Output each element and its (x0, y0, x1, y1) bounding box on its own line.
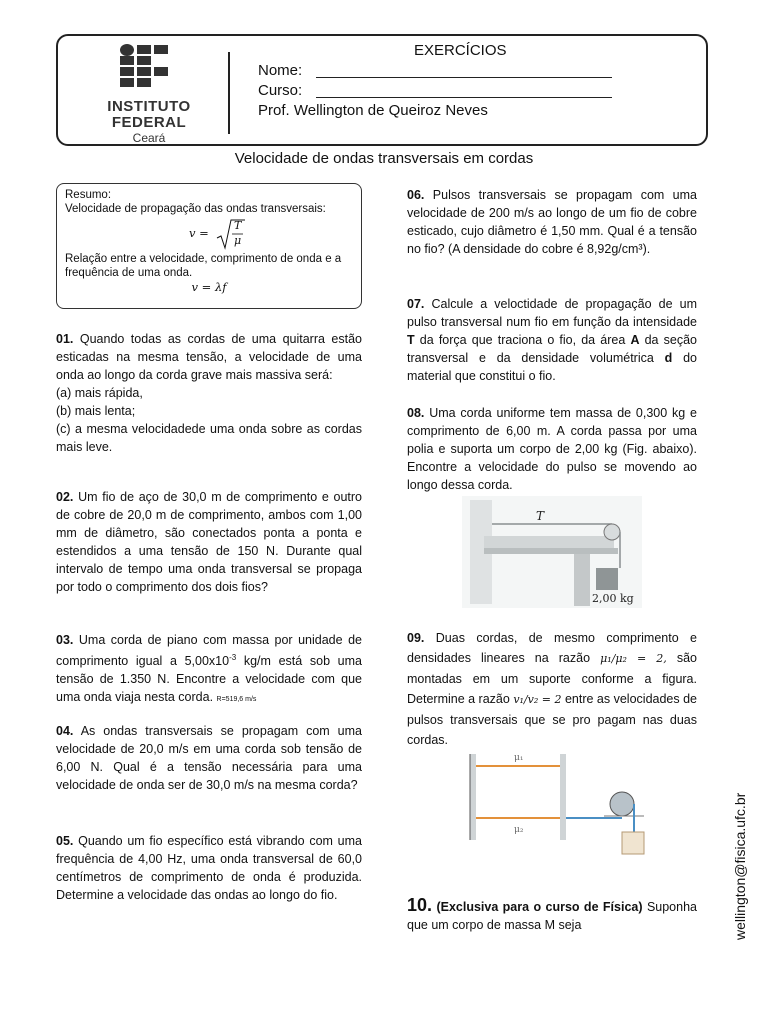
q09-ratio-v: v₁/v₂ = 2 (513, 693, 562, 706)
header-title: EXERCÍCIOS (414, 42, 507, 59)
fig-mass-label: 2,00 kg (592, 592, 634, 605)
q02-number: 02. (56, 490, 74, 504)
q05-number: 05. (56, 834, 74, 848)
q09-text-a: Duas cordas, de mesmo comprimento e densidades lineares na razão (407, 631, 697, 665)
logo-line-1: INSTITUTO (107, 98, 191, 115)
two-strings-figure (464, 752, 654, 858)
question-02 (56, 488, 362, 596)
q02-text: Um fio de aço de 30,0 m de comprimento e outro de cobre de 20,0 m de comprimento, ambos com 1,00 mm de diâmetro, são conectados ponta a ponta e estendidos a uma tensão de 150 N. Durante qual intervalo de tempo uma onda transversal se propaga por todo o comprimento dos dois fios? (56, 490, 362, 594)
q06-text: Pulsos transversais se propagam com uma velocidade de 200 m/s ao longo de um fio de cobre esticado, cujo diâmetro é 1,50 mm. Qual é a tensão no fio? (A densidade do cobre é 8,92g/cm³). (407, 188, 697, 256)
course-label: Curso: (258, 82, 303, 99)
summary-line-2: Relação entre a velocidade, comprimento de onda e a frequência de uma onda. (65, 253, 342, 279)
q09-text-c: entre as velocidades de pulsos transversais que se pro pagam nas duas cordas. (407, 692, 697, 747)
q08-number: 08. (407, 406, 425, 420)
q03-text-a: Uma corda de piano com massa por unidade de comprimento igual a 5,00x10 (56, 633, 362, 669)
formula-numerator: T (234, 219, 242, 232)
q10-label: (Exclusiva para o curso de Física) (436, 900, 643, 914)
q03-number: 03. (56, 633, 74, 647)
q10-text: Suponha que um corpo de massa M seja (407, 900, 697, 932)
summary-line-1: Velocidade de propagação das ondas transversais: (65, 203, 326, 215)
institute-logo (96, 44, 202, 144)
q09-ratio-mu: μ₁/μ₂ = 2, (600, 652, 667, 665)
teacher-name: Prof. Wellington de Queiroz Neves (258, 102, 488, 119)
q04-number: 04. (56, 724, 74, 738)
q01-text: Quando todas as cordas de uma quitarra estão esticadas na mesma tensão, a velocidade de uma onda ao longo da corda grave mais massiva será: (56, 332, 362, 382)
formula-denominator: μ (234, 234, 242, 247)
q05-text: Quando um fio específico está vibrando com uma frequência de 4,00 Hz, uma onda transversal de 60,0 centímetros de comprimento de onda é produzida. Determine a velocidade das ondas ao longo do fio. (56, 834, 362, 902)
q10-number: 10. (407, 895, 433, 915)
question-05 (56, 832, 362, 904)
question-01 (56, 330, 362, 456)
q08-text: Uma corda uniforme tem massa de 0,300 kg e comprimento de 6,00 m. A corda passa por uma polia e suporta um corpo de 2,00 kg (Fig. abaixo). Encontre a velocidade do pulso se movendo ao longo dessa corda. (407, 406, 697, 492)
q07-text-d: do material que constitui o fio. (407, 351, 697, 383)
wave-formula: v = λf (191, 280, 227, 294)
q09-text-b: são montadas em um suporte conforme a figura. Determine a razão (407, 651, 698, 706)
q01-option-a: (a) mais rápida, (56, 386, 143, 400)
question-08 (407, 404, 697, 494)
logo-line-2: FEDERAL (111, 114, 187, 131)
name-field-line[interactable] (316, 77, 612, 78)
course-field-line[interactable] (316, 97, 612, 98)
question-03 (56, 631, 362, 709)
q01-option-b: (b) mais lenta; (56, 404, 136, 418)
q01-option-c: (c) a mesma velocidadede uma onda sobre as cordas mais leve. (56, 422, 362, 454)
q03-exponent: -3 (229, 653, 237, 662)
question-09 (407, 628, 697, 750)
q07-var-T: T (407, 333, 415, 347)
header-divider (228, 52, 230, 134)
q07-text-c: da seção transversal e da densidade volumétrica (407, 333, 697, 365)
q07-text-a: Calcule a veloctidade de propagação de um pulso transversal num fio em função da intensidade (407, 297, 697, 329)
pulley-figure (462, 496, 642, 608)
q06-number: 06. (407, 188, 425, 202)
question-04 (56, 722, 362, 794)
velocity-formula: v = T μ (65, 218, 353, 248)
summary-box (56, 183, 362, 309)
fig-mu2-label: μ₂ (514, 825, 524, 835)
question-07 (407, 295, 697, 385)
q09-number: 09. (407, 631, 425, 645)
q07-text-b: da força que traciona o fio, da área (414, 333, 631, 347)
fig-mu1-label: μ₁ (514, 753, 524, 763)
question-06 (407, 186, 697, 258)
q07-var-d: d (664, 351, 673, 365)
q03-answer: R=519,6 m/s (216, 696, 257, 704)
author-email[interactable]: wellington@fisica.ufc.br (732, 792, 748, 940)
q07-number: 07. (407, 297, 425, 311)
summary-heading: Resumo: (65, 189, 112, 201)
fig-tension-label: T (536, 509, 545, 523)
q01-number: 01. (56, 332, 74, 346)
question-10 (407, 896, 697, 934)
q04-text: As ondas transversais se propagam com uma velocidade de 20,0 m/s em uma corda sob tensão de 6,00 N. Qual é a tensão necessária para uma velocidade de onda ser de 30,0 m/s na mesma corda? (56, 724, 362, 792)
logo-grid-icon (120, 44, 182, 88)
name-label: Nome: (258, 62, 303, 79)
q03-text-b: kg/m está sob uma tensão de 1.350 N. Encontre a velocidade com que uma onda viaja nesta corda. (56, 654, 362, 705)
q07-var-A: A (630, 333, 640, 347)
document-title: Velocidade de ondas transversais em cordas (234, 150, 534, 167)
logo-line-3: Ceará (132, 131, 166, 145)
